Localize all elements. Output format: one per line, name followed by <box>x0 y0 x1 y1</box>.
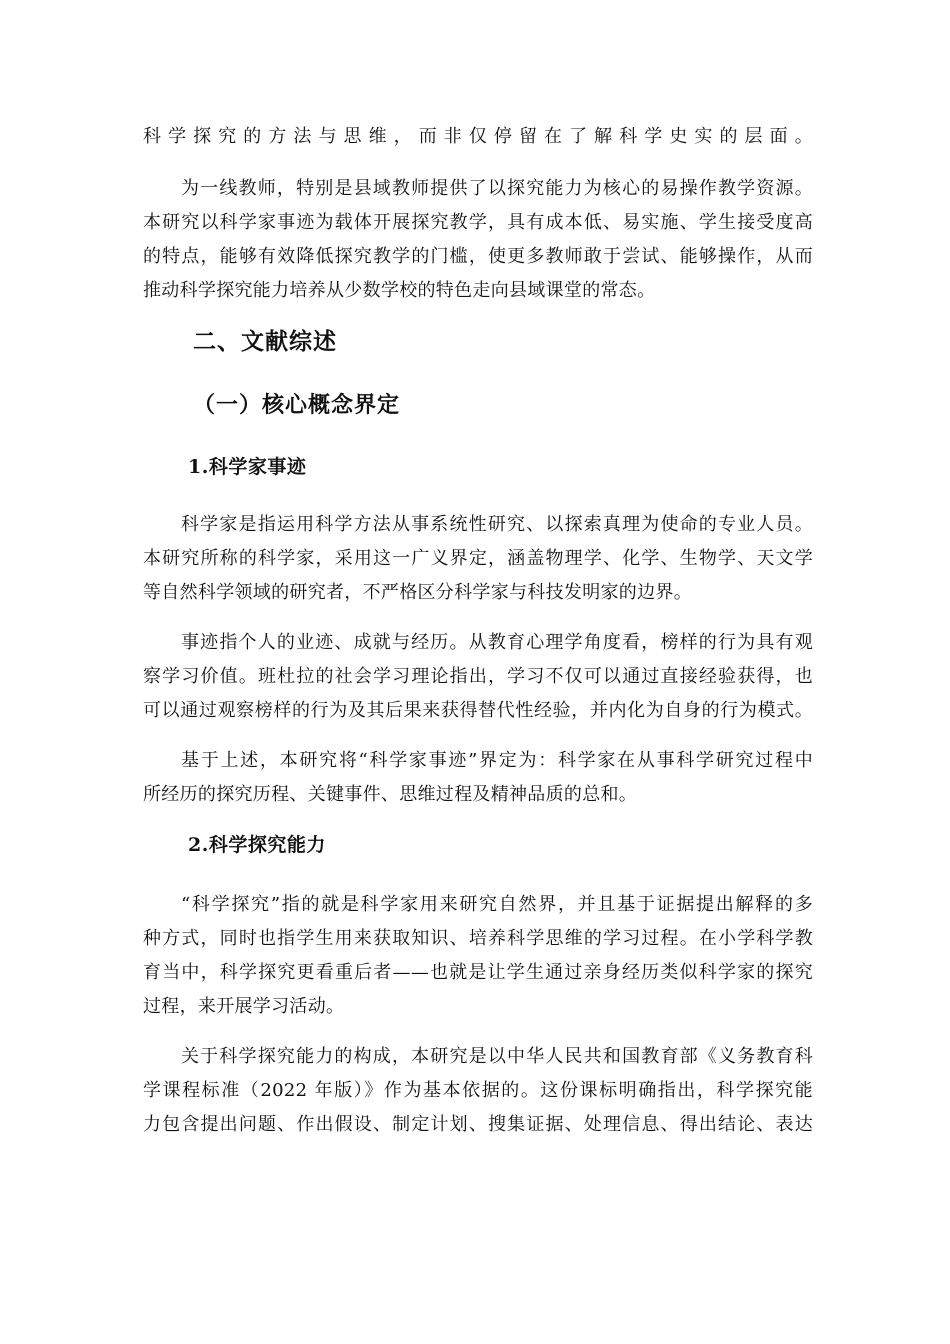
paragraph-line: 科学家是指运用科学方法从事系统性研究、以探索真理为使命的专业人员。 <box>181 514 813 535</box>
paragraph-line: “科学探究”指的就是科学家用来研究自然界，并且基于证据提出解释的多 <box>181 894 813 915</box>
subsubsection-heading: 2.科学探究能力 <box>188 834 326 856</box>
paragraph-line: 学课程标准（2022 年版）》作为基本依据的。这份课标明确指出，科学探究能 <box>143 1080 813 1101</box>
paragraph-line: 事迹指个人的业迹、成就与经历。从教育心理学角度看，榜样的行为具有观 <box>181 632 813 653</box>
paragraph-line: 本研究以科学家事迹为载体开展探究教学，具有成本低、易实施、学生接受度高 <box>143 212 813 233</box>
paragraph-line: 本研究所称的科学家，采用这一广义界定，涵盖物理学、化学、生物学、天文学 <box>143 548 813 569</box>
paragraph-line: 科学探究的方法与思维，而非仅停留在了解科学史实的层面。 <box>143 126 813 147</box>
paragraph-line: 察学习价值。班杜拉的社会学习理论指出，学习不仅可以通过直接经验获得，也 <box>143 666 813 687</box>
paragraph-line: 的特点，能够有效降低探究教学的门槛，使更多教师敢于尝试、能够操作，从而 <box>143 246 813 267</box>
paragraph-line: 等自然科学领域的研究者，不严格区分科学家与科技发明家的边界。 <box>143 582 692 603</box>
paragraph-line: 过程，来开展学习活动。 <box>143 996 345 1017</box>
subsubsection-heading: 1.科学家事迹 <box>188 456 307 478</box>
paragraph-line: 关于科学探究能力的构成，本研究是以中华人民共和国教育部《义务教育科 <box>181 1046 813 1067</box>
paragraph-line: 推动科学探究能力培养从少数学校的特色走向县域课堂的常态。 <box>143 280 656 301</box>
paragraph-line: 种方式，同时也指学生用来获取知识、培养科学思维的学习过程。在小学科学教 <box>143 928 813 949</box>
subsection-heading: （一）核心概念界定 <box>193 392 401 418</box>
paragraph-line: 为一线教师，特别是县域教师提供了以探究能力为核心的易操作教学资源。 <box>181 178 813 199</box>
paragraph-line: 育当中，科学探究更看重后者——也就是让学生通过亲身经历类似科学家的探究 <box>143 962 813 983</box>
paragraph-line: 力包含提出问题、作出假设、制定计划、搜集证据、处理信息、得出结论、表达 <box>143 1114 813 1135</box>
paragraph-line: 所经历的探究历程、关键事件、思维过程及精神品质的总和。 <box>143 784 638 805</box>
paragraph-line: 可以通过观察榜样的行为及其后果来获得替代性经验，并内化为自身的行为模式。 <box>143 700 813 721</box>
paragraph-line: 基于上述，本研究将“科学家事迹”界定为：科学家在从事科学研究过程中 <box>181 750 813 771</box>
section-heading: 二、文献综述 <box>193 328 337 355</box>
